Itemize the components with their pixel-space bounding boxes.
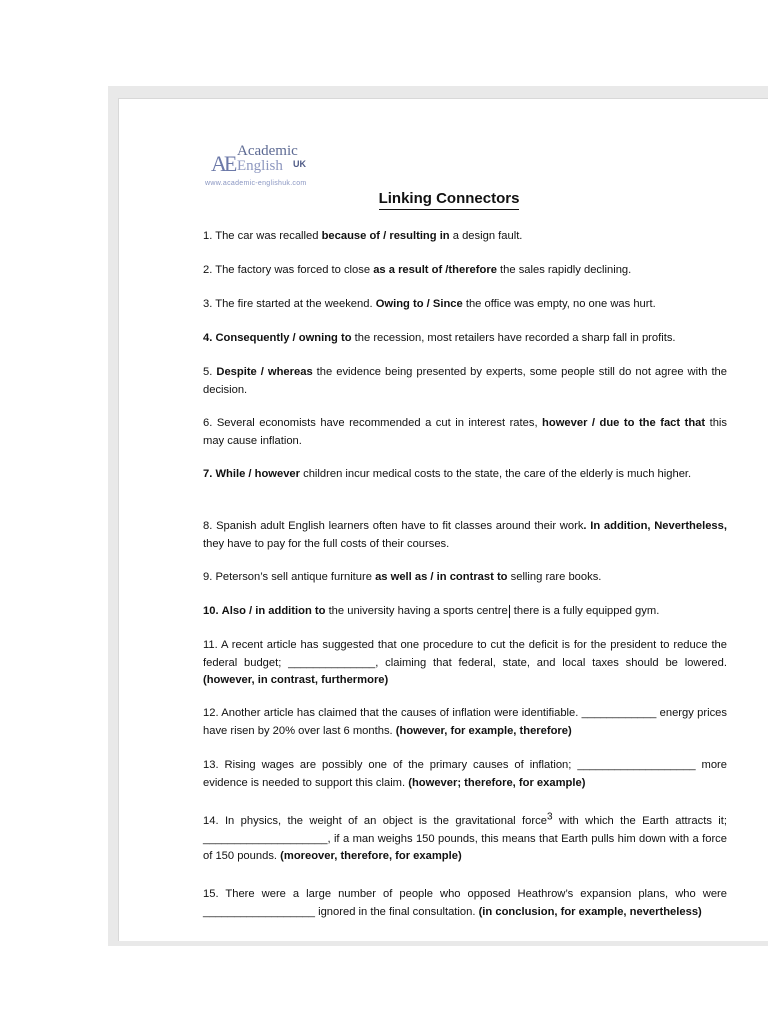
item-connector-choice: as a result of /therefore — [373, 264, 497, 276]
exercise-item-10 — [203, 603, 727, 621]
item-connector-choice: Owing to / Since — [375, 298, 463, 310]
exercise-item-4 — [203, 330, 727, 348]
item-number: 6. — [203, 417, 213, 429]
item-options: (moreover, therefore, for example) — [280, 850, 462, 862]
item-text: this may cause inflation. — [203, 417, 728, 447]
exercise-item-2 — [203, 262, 727, 280]
item-text: the evidence being presented by experts, some people still do not agree with the decision. — [203, 366, 728, 396]
exercise-item-7 — [203, 466, 727, 484]
exercise-item-5 — [203, 364, 727, 399]
item-text: with which the Earth attracts it; ____________________, if a man weighs 150 pounds, this means that Earth pulls him down with a force of 150 pounds. — [203, 815, 728, 862]
item-text: In physics, the weight of an object is the gravitational force — [224, 815, 547, 827]
exercise-item-12 — [203, 705, 727, 740]
item-number: 13. — [203, 759, 219, 771]
logo-line-2: English — [237, 158, 283, 174]
item-text: the office was empty, no one was hurt. — [462, 298, 656, 310]
logo-suffix: UK — [293, 159, 306, 169]
exercise-item-15 — [203, 886, 727, 921]
item-text: Rising wages are possibly one of the primary causes of inflation; ___________________ more evidence is needed to support this claim. — [203, 759, 728, 789]
logo-line-1: Academic — [237, 143, 298, 159]
item-text: the sales rapidly declining. — [496, 264, 632, 276]
item-connector-choice: as well as / in contrast to — [375, 571, 508, 583]
item-options: (in conclusion, for example, nevertheless) — [478, 905, 702, 918]
item-number: 14. — [203, 815, 219, 827]
logo-url: www.academic-englishuk.com — [205, 180, 307, 187]
document-title-wrap — [119, 190, 768, 208]
item-number: 9. — [203, 571, 213, 583]
item-connector-choice: however / due to the fact that — [542, 417, 706, 429]
item-text: selling rare books. — [507, 571, 602, 583]
exercise-item-13 — [203, 757, 727, 792]
text-cursor — [509, 605, 510, 618]
item-text: the recession, most retailers have recorded a sharp fall in profits. — [351, 332, 676, 344]
item-options: (however; therefore, for example) — [408, 776, 586, 789]
item-number: 2. — [203, 264, 213, 276]
item-text: The car was recalled — [215, 230, 322, 242]
item-number: 3. — [203, 298, 213, 310]
exercise-item-1 — [203, 228, 727, 246]
item-text: children incur medical costs to the state, the care of the elderly is much higher. — [300, 468, 692, 480]
item-options: (however, in contrast, furthermore) — [203, 674, 389, 686]
exercise-item-3 — [203, 296, 727, 314]
item-connector-choice: Also / in addition to — [221, 605, 326, 617]
logo-mark: AE — [211, 151, 235, 176]
item-options: (however, for example, therefore) — [395, 724, 572, 737]
item-connector-choice: . In addition, Nevertheless, — [583, 520, 727, 532]
item-text: The factory was forced to close — [215, 264, 374, 276]
item-number: 5. — [203, 366, 213, 378]
item-number: 12. — [203, 707, 219, 719]
document-title: Linking Connectors — [379, 190, 520, 210]
item-text: Another article has claimed that the causes of inflation were identifiable. ____________ energy prices have risen by 20% over last 6 months. — [203, 707, 727, 737]
item-number: 15. — [203, 888, 219, 900]
exercise-item-8 — [203, 518, 727, 553]
item-number: 1. — [203, 230, 213, 242]
item-number: 8. — [203, 520, 213, 532]
footnote-marker: 3 — [546, 811, 553, 823]
item-text: There were a large number of people who opposed Heathrow’s expansion plans, who were __________________ ignored in the final consultation. — [203, 888, 727, 918]
item-text: Several economists have recommended a cut in interest rates, — [216, 417, 543, 429]
exercise-item-11 — [203, 637, 727, 690]
item-connector-choice: Consequently / owning to — [215, 332, 352, 344]
item-text: Spanish adult English learners often have to fit classes around their work — [216, 520, 584, 532]
document-page — [118, 98, 768, 941]
exercise-item-14 — [203, 813, 727, 866]
item-text: they have to pay for the full costs of their courses. — [203, 537, 450, 550]
item-text: there is a fully equipped gym. — [510, 605, 660, 617]
item-number: 4. — [203, 332, 213, 344]
item-number: 11. — [203, 639, 218, 651]
item-text: The fire started at the weekend. — [215, 298, 376, 310]
item-connector-choice: Despite / whereas — [216, 366, 313, 378]
item-number: 7. — [203, 468, 213, 480]
item-number: 10. — [203, 605, 219, 617]
item-connector-choice: because of / resulting in — [321, 230, 450, 242]
item-connector-choice: While / however — [215, 468, 300, 480]
exercise-item-6 — [203, 415, 727, 450]
item-text: Peterson’s sell antique furniture — [215, 571, 376, 583]
item-text: a design fault. — [449, 230, 523, 242]
item-text: A recent article has suggested that one procedure to cut the deficit is for the president to reduce the federal budget; ______________, claiming that federal, state, and local taxes should be lowered. — [203, 639, 727, 669]
item-text: the university having a sports centre — [325, 605, 508, 617]
exercise-item-9 — [203, 569, 727, 587]
